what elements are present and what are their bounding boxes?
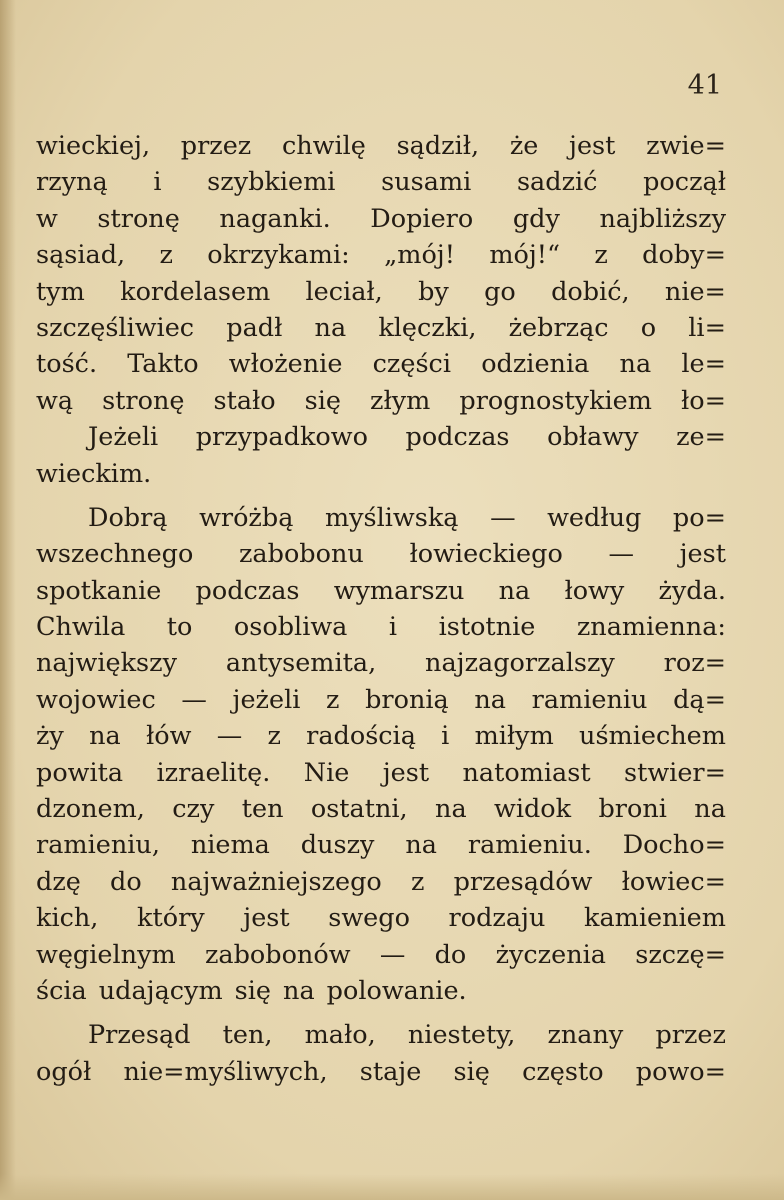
paragraph-gap <box>36 492 726 500</box>
text-line: rzyną i szybkiemi susami sadzić począł <box>36 167 726 198</box>
page-bottom-edge <box>0 1174 784 1200</box>
text-line: sąsiad, z okrzykami: „mój! mój!“ z doby= <box>36 240 726 271</box>
text-line: wieckim. <box>36 458 152 489</box>
text-line: dzonem, czy ten ostatni, na widok broni na <box>36 794 726 825</box>
text-line: wieckiej, przez chwilę sądził, że jest zwie= <box>36 131 726 161</box>
text-line: ramieniu, niema duszy na ramieniu. Docho= <box>36 830 726 861</box>
text-line: kich, który jest swego rodzaju kamieniem <box>36 903 726 934</box>
text-line: tym kordelasem leciał, by go dobić, nie= <box>36 276 726 307</box>
text-line: ży na łów — z radością i miłym uśmiechem <box>36 721 726 752</box>
text-line: Jeżeli przypadkowo podczas obławy ze= <box>88 422 726 453</box>
text-line: dzę do najważniejszego z przesądów łowiec= <box>36 866 726 897</box>
text-line: największy antysemita, najzagorzalszy roz= <box>36 648 726 679</box>
text-line: węgielnym zabobonów — do życzenia szczę= <box>36 939 726 970</box>
text-line: wą stronę stało się złym prognostykiem ło= <box>36 385 726 416</box>
text-line: Dobrą wróżbą myśliwską — według po= <box>88 502 726 533</box>
paragraph-gap <box>36 1009 726 1017</box>
text-line: wszechnego zabobonu łowieckiego — jest <box>36 539 726 570</box>
text-line: wojowiec — jeżeli z bronią na ramieniu dą= <box>36 684 726 715</box>
page-number: 41 <box>687 70 722 101</box>
text-line: ogół nie=myśliwych, staje się często powo= <box>36 1056 726 1087</box>
body-text <box>36 128 726 1090</box>
text-line: spotkanie podczas wymarszu na łowy żyda. <box>36 575 726 606</box>
text-line: w stronę naganki. Dopiero gdy najbliższy <box>36 203 726 234</box>
text-line: ścia udającym się na polowanie. <box>36 975 467 1006</box>
text-line: tość. Takto włożenie części odzienia na le= <box>36 349 726 380</box>
text-line: Chwila to osobliwa i istotnie znamienna: <box>36 612 726 643</box>
text-line: szczęśliwiec padł na klęczki, żebrząc o li= <box>36 312 726 343</box>
text-line: Przesąd ten, mało, niestety, znany przez <box>88 1020 726 1051</box>
text-line: powita izraelitę. Nie jest natomiast stwier= <box>36 757 726 788</box>
page-spine-shadow <box>0 0 16 1200</box>
